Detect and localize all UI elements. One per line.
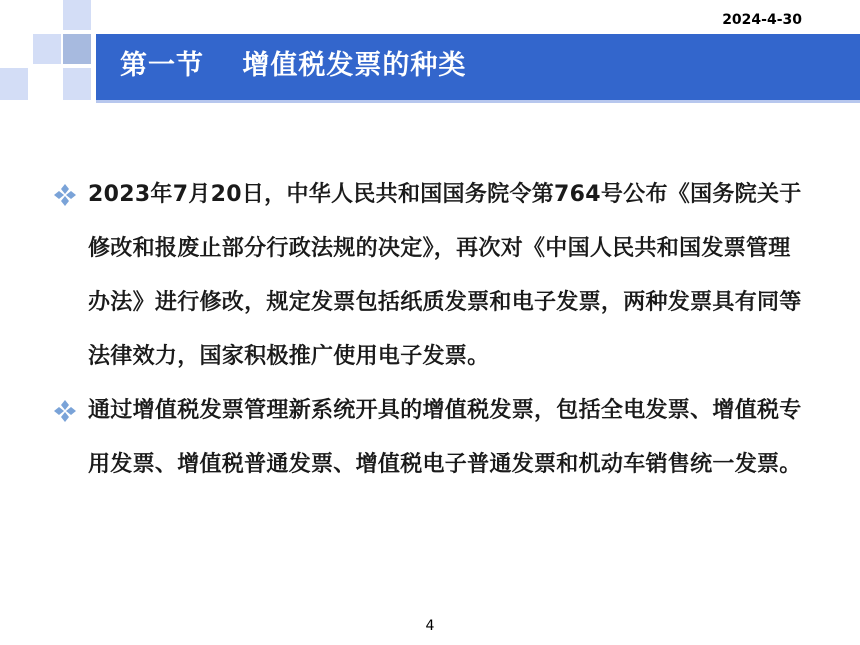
slide-title: 第一节 增值税发票的种类 xyxy=(120,50,467,81)
bullet-text: 通过增值税发票管理新系统开具的增值税发票，包括全电发票、增值税专用发票、增值税普通发票、增值税电子普通发票和机动车销售统一发票。 xyxy=(88,398,802,477)
page-number: 4 xyxy=(425,618,435,634)
decor-square xyxy=(63,0,91,30)
decor-square xyxy=(63,68,91,100)
bullet-item xyxy=(52,168,812,384)
four-diamond-bullet-icon xyxy=(52,182,78,208)
four-diamond-bullet-icon xyxy=(52,398,78,424)
decor-square xyxy=(63,34,91,64)
decor-square xyxy=(0,68,28,100)
bullet-text: 2023年7月20日，中华人民共和国国务院令第764号公布《国务院关于修改和报废止部分行政法规的决定》，再次对《中国人民共和国发票管理办法》进行修改，规定发票包括纸质发票和电子发票，两种发票具有同等法律效力，国家积极推广使用电子发票。 xyxy=(88,182,802,369)
slide-content xyxy=(52,168,812,492)
decor-square xyxy=(33,34,61,64)
bullet-item xyxy=(52,384,812,492)
slide-date: 2024-4-30 xyxy=(722,12,802,28)
title-underline xyxy=(96,100,860,103)
